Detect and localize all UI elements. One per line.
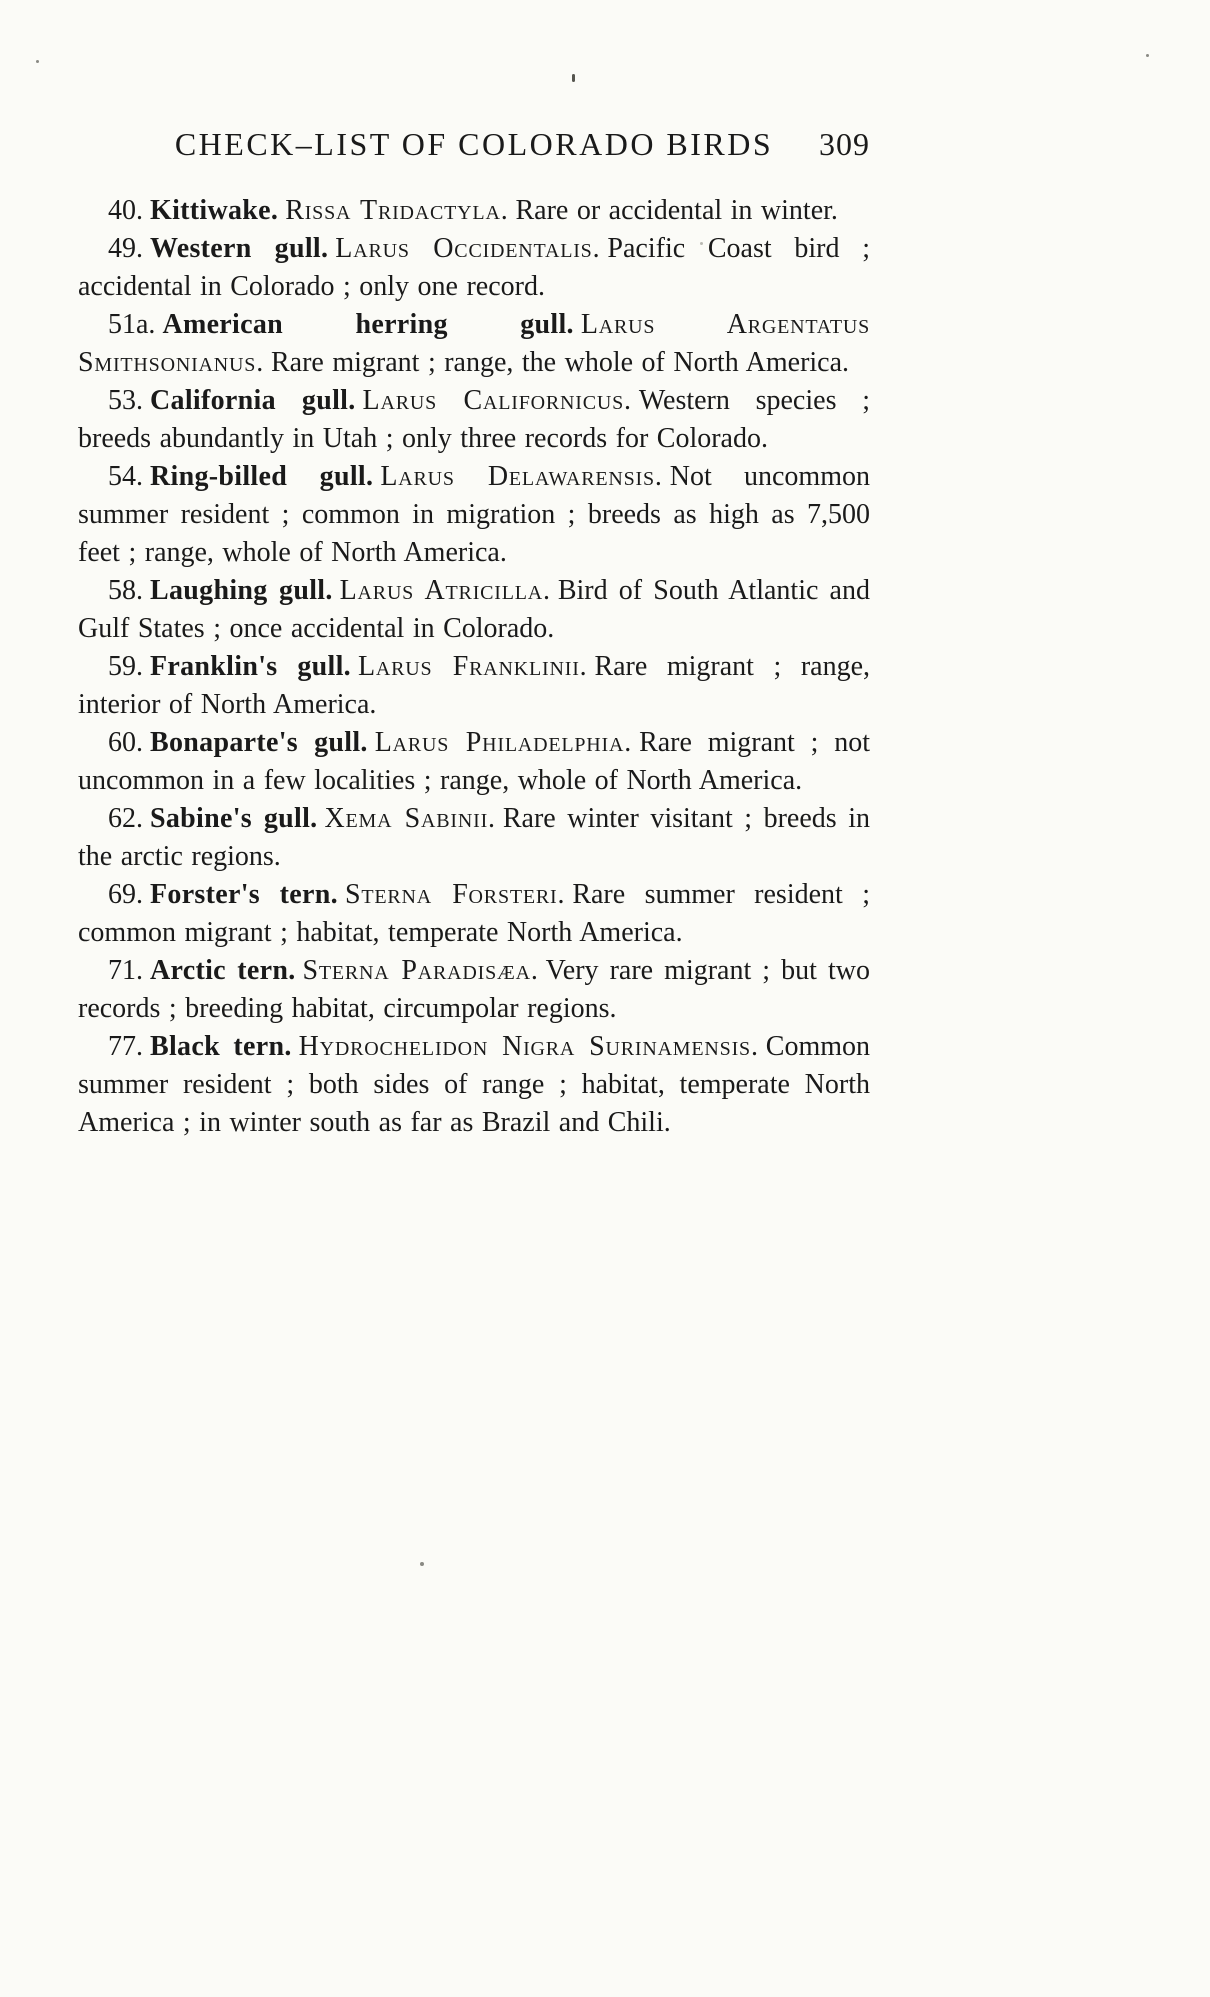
bird-entry [78, 876, 870, 952]
entry-number: 60. [108, 727, 143, 758]
scan-speck [420, 1562, 424, 1566]
latin-name: Sterna Forsteri. [344, 879, 566, 910]
latin-name: Sterna Paradisæa. [302, 955, 539, 986]
common-name: Bonaparte's gull. [150, 727, 368, 758]
entry-number: 49. [108, 233, 143, 264]
bird-entry [78, 800, 870, 876]
entry-number: 51a. [108, 309, 156, 340]
bird-entry [78, 192, 870, 230]
bird-entry [78, 952, 870, 1028]
common-name: California gull. [150, 385, 356, 416]
entry-description: Rare migrant ; range, interior of North America. [78, 651, 870, 720]
entry-number: 54. [108, 461, 143, 492]
entry-number: 77. [108, 1031, 143, 1062]
latin-name: Xema Sabinii. [324, 803, 496, 834]
entry-description: Common summer resident ; both sides of range ; habitat, temperate North America ; in winter south as far as Brazil and Chili. [78, 1031, 870, 1138]
common-name: Sabine's gull. [150, 803, 318, 834]
page-title: CHECK–LIST OF COLORADO BIRDS [174, 126, 774, 162]
bird-entry [78, 724, 870, 800]
entry-number: 53. [108, 385, 143, 416]
text-block [78, 124, 870, 1142]
page-header [78, 124, 870, 164]
entry-number: 69. [108, 879, 143, 910]
entry-description: Not uncommon summer resident ; common in migration ; breeds as high as 7,500 feet ; range, whole of North America. [78, 461, 870, 568]
common-name: Kittiwake. [150, 195, 279, 226]
entry-description: Rare migrant ; not uncommon in a few localities ; range, whole of North America. [78, 727, 870, 796]
entry-description: Bird of South Atlantic and Gulf States ; once accidental in Colorado. [78, 575, 870, 644]
bird-entry [78, 230, 870, 306]
bird-entry [78, 1028, 870, 1142]
latin-name: Larus Argentatus Smithsonianus. [78, 309, 871, 378]
entry-description: Very rare migrant ; but two records ; breeding habitat, circumpolar regions. [78, 955, 870, 1024]
bird-entry [78, 458, 870, 572]
common-name: Laughing gull. [150, 575, 333, 606]
bird-entry [78, 572, 870, 648]
bird-entry [78, 382, 870, 458]
common-name: Black tern. [150, 1031, 292, 1062]
bird-entry [78, 306, 870, 382]
scan-speck [36, 60, 39, 63]
latin-name: Larus Atricilla. [339, 575, 551, 606]
entry-description: Rare winter visitant ; breeds in the arctic regions. [78, 803, 871, 872]
common-name: Western gull. [150, 233, 329, 264]
latin-name: Larus Californicus. [362, 385, 632, 416]
entry-number: 40. [108, 195, 143, 226]
entry-number: 62. [108, 803, 143, 834]
bird-entry [78, 648, 870, 724]
common-name: Arctic tern. [150, 955, 296, 986]
latin-name: Hydrochelidon Nigra Surinamensis. [298, 1031, 759, 1062]
entry-number: 71. [108, 955, 143, 986]
latin-name: Rissa Tridactyla. [285, 195, 509, 226]
common-name: Forster's tern. [150, 879, 338, 910]
entry-description: Rare migrant ; range, the whole of North America. [271, 347, 850, 378]
entry-number: 59. [108, 651, 143, 682]
entry-number: 58. [108, 575, 143, 606]
common-name: Ring-billed gull. [150, 461, 374, 492]
entry-list [78, 192, 870, 1142]
scan-speck [572, 74, 575, 82]
common-name: American herring gull. [162, 309, 574, 340]
page-number: 309 [819, 126, 870, 162]
latin-name: Larus Franklinii. [357, 651, 588, 682]
entry-description: Pacific Coast bird ; accidental in Colorado ; only one record. [78, 233, 870, 302]
latin-name: Larus Delawarensis. [380, 461, 663, 492]
entry-description: Rare summer resident ; common migrant ; habitat, temperate North America. [78, 879, 870, 948]
entry-description: Western species ; breeds abundantly in Utah ; only three records for Colorado. [78, 385, 870, 454]
latin-name: Larus Occidentalis. [335, 233, 601, 264]
entry-description: Rare or accidental in winter. [515, 195, 838, 226]
common-name: Franklin's gull. [150, 651, 351, 682]
scan-speck [1146, 54, 1149, 57]
latin-name: Larus Philadelphia. [374, 727, 633, 758]
